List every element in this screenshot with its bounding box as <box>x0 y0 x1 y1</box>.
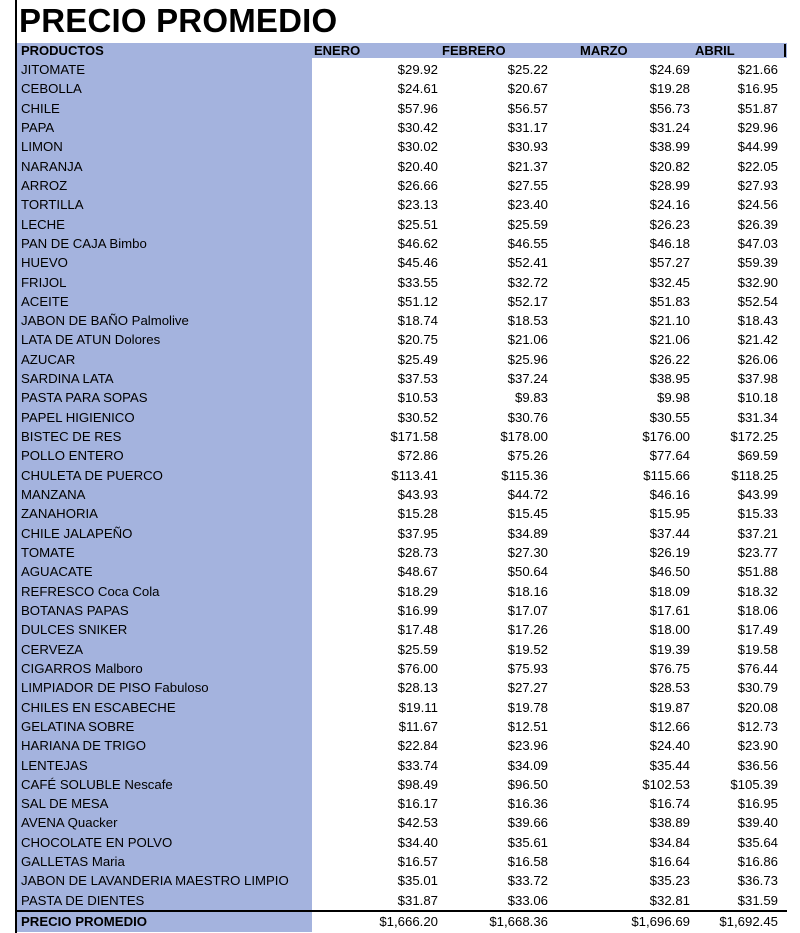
price-cell[interactable]: $10.53 <box>397 390 438 406</box>
table-row <box>0 775 800 794</box>
price-cell[interactable]: $9.83 <box>514 390 548 406</box>
table-row <box>0 852 800 871</box>
table-row <box>0 79 800 98</box>
table-row <box>0 99 800 118</box>
price-cell[interactable]: $31.34 <box>737 409 778 425</box>
price-cell[interactable]: $36.56 <box>737 757 778 773</box>
product-name[interactable]: LECHE <box>21 216 65 232</box>
price-cell[interactable]: $52.54 <box>737 293 778 309</box>
price-cell[interactable]: $37.53 <box>397 371 438 387</box>
price-cell[interactable]: $35.64 <box>737 834 778 850</box>
price-cell[interactable]: $176.00 <box>642 429 690 445</box>
table-row <box>0 756 800 775</box>
price-cell[interactable]: $37.21 <box>737 525 778 541</box>
price-cell[interactable]: $21.06 <box>649 332 690 348</box>
table-row <box>0 273 800 292</box>
table-row <box>0 871 800 890</box>
table-row <box>0 485 800 504</box>
price-cell[interactable]: $98.49 <box>397 776 438 792</box>
product-name[interactable]: HARIANA DE TRIGO <box>21 738 147 754</box>
table-row <box>0 157 800 176</box>
price-cell[interactable]: $37.98 <box>737 371 778 387</box>
price-cell[interactable]: $43.93 <box>397 487 438 503</box>
table-row <box>0 698 800 717</box>
product-name[interactable]: CERVEZA <box>21 641 84 657</box>
price-cell[interactable]: $32.90 <box>737 274 778 290</box>
price-cell[interactable]: $16.64 <box>649 854 690 870</box>
table-row <box>0 292 800 311</box>
table-row <box>0 717 800 736</box>
total-abril[interactable]: $1,692.45 <box>719 914 778 929</box>
price-cell[interactable]: $32.72 <box>507 274 548 290</box>
price-cell[interactable]: $27.30 <box>507 545 548 560</box>
table-row <box>0 659 800 678</box>
price-cell[interactable]: $35.61 <box>507 834 548 850</box>
price-cell[interactable]: $25.49 <box>397 351 438 367</box>
table-row <box>0 466 800 485</box>
price-cell[interactable]: $28.73 <box>397 545 438 560</box>
product-name[interactable]: AVENA Quacker <box>21 815 118 831</box>
price-cell[interactable]: $26.39 <box>737 216 778 232</box>
price-cell[interactable]: $23.13 <box>397 197 438 213</box>
price-cell[interactable]: $113.41 <box>391 467 438 483</box>
table-row <box>0 176 800 195</box>
price-cell[interactable]: $30.76 <box>507 409 548 425</box>
price-cell[interactable]: $30.52 <box>397 409 438 425</box>
price-cell[interactable]: $43.99 <box>737 487 778 503</box>
product-name[interactable]: LIMPIADOR DE PISO Fabuloso <box>21 680 209 696</box>
price-cell[interactable]: $19.58 <box>737 641 778 657</box>
price-cell[interactable]: $12.66 <box>649 718 690 734</box>
price-cell[interactable]: $34.84 <box>649 834 690 850</box>
price-cell[interactable]: $25.59 <box>507 216 548 232</box>
price-cell[interactable]: $25.22 <box>507 62 548 77</box>
price-cell[interactable]: $102.53 <box>642 776 690 792</box>
product-name[interactable]: ACEITE <box>21 293 69 309</box>
table-row <box>0 813 800 832</box>
product-name[interactable]: BISTEC DE RES <box>21 429 122 445</box>
price-cell[interactable]: $12.73 <box>737 718 778 734</box>
price-cell[interactable]: $27.93 <box>737 177 778 193</box>
product-name[interactable]: SARDINA LATA <box>21 371 114 387</box>
product-name[interactable]: PAPA <box>21 119 55 135</box>
price-cell[interactable]: $21.06 <box>507 332 548 348</box>
price-cell[interactable]: $15.33 <box>737 506 778 522</box>
price-cell[interactable]: $19.52 <box>507 641 548 657</box>
table-row <box>0 427 800 446</box>
table-row <box>0 891 800 910</box>
price-cell[interactable]: $34.89 <box>507 525 548 541</box>
product-name[interactable]: CIGARROS Malboro <box>21 660 143 676</box>
price-cell[interactable]: $18.32 <box>737 583 778 599</box>
product-name[interactable]: JABON DE LAVANDERIA MAESTRO LIMPIO <box>21 873 289 889</box>
price-cell[interactable]: $30.93 <box>507 139 548 155</box>
table-row <box>0 195 800 214</box>
product-name[interactable]: NARANJA <box>21 158 83 174</box>
price-cell[interactable]: $46.16 <box>649 487 690 503</box>
product-name[interactable]: LENTEJAS <box>21 757 88 773</box>
price-cell[interactable]: $32.81 <box>649 892 690 908</box>
price-cell[interactable]: $35.44 <box>649 757 690 773</box>
product-name[interactable]: PASTA DE DIENTES <box>21 892 145 908</box>
price-cell[interactable]: $15.28 <box>397 506 438 522</box>
product-name[interactable]: CHILES EN ESCABECHE <box>21 699 176 715</box>
total-label[interactable]: PRECIO PROMEDIO <box>21 914 148 929</box>
price-cell[interactable]: $26.23 <box>649 216 690 232</box>
price-cell[interactable]: $33.55 <box>397 274 438 290</box>
price-cell[interactable]: $19.28 <box>649 81 690 97</box>
price-cell[interactable]: $72.86 <box>397 448 438 464</box>
price-cell[interactable]: $16.95 <box>737 81 778 97</box>
price-cell[interactable]: $23.90 <box>737 738 778 754</box>
price-cell[interactable]: $172.25 <box>730 429 778 445</box>
product-name[interactable]: SAL DE MESA <box>21 796 109 812</box>
price-cell[interactable]: $23.40 <box>507 197 548 213</box>
price-cell[interactable]: $24.61 <box>397 81 438 97</box>
table-row <box>0 446 800 465</box>
price-cell[interactable]: $46.50 <box>649 564 690 580</box>
price-cell[interactable]: $46.18 <box>649 235 690 251</box>
price-cell[interactable]: $37.95 <box>397 525 438 541</box>
product-name[interactable]: FRIJOL <box>21 274 67 290</box>
price-cell[interactable]: $20.82 <box>649 158 690 174</box>
price-cell[interactable]: $69.59 <box>737 448 778 464</box>
price-cell[interactable]: $26.22 <box>649 351 690 367</box>
price-cell[interactable]: $31.87 <box>397 892 438 908</box>
price-cell[interactable]: $30.79 <box>737 680 778 696</box>
product-name[interactable]: CHOCOLATE EN POLVO <box>21 834 173 850</box>
price-cell[interactable]: $33.72 <box>507 873 548 889</box>
price-cell[interactable]: $38.89 <box>649 815 690 831</box>
product-name[interactable]: REFRESCO Coca Cola <box>21 583 160 599</box>
price-cell[interactable]: $24.16 <box>649 197 690 213</box>
price-cell[interactable]: $16.95 <box>737 796 778 812</box>
table-row <box>0 60 800 79</box>
price-cell[interactable]: $51.88 <box>737 564 778 580</box>
table-row <box>0 524 800 543</box>
price-cell[interactable]: $19.78 <box>507 699 548 715</box>
table-row <box>0 620 800 639</box>
product-name[interactable]: ARROZ <box>21 177 68 193</box>
price-cell[interactable]: $118.25 <box>731 467 778 483</box>
price-cell[interactable]: $44.99 <box>737 139 778 155</box>
price-cell[interactable]: $26.66 <box>397 177 438 193</box>
price-cell[interactable]: $76.44 <box>737 660 778 676</box>
price-cell[interactable]: $35.23 <box>649 873 690 889</box>
price-cell[interactable]: $11.67 <box>398 718 438 734</box>
table-row <box>0 736 800 755</box>
total-febrero[interactable]: $1,668.36 <box>489 914 548 929</box>
price-cell[interactable]: $57.27 <box>649 255 690 271</box>
price-cell[interactable]: $96.50 <box>507 776 548 792</box>
price-cell[interactable]: $18.16 <box>507 583 548 599</box>
price-cell[interactable]: $52.17 <box>507 293 548 309</box>
price-cell[interactable]: $17.49 <box>737 622 778 638</box>
price-cell[interactable]: $19.39 <box>649 641 690 657</box>
price-cell[interactable]: $20.67 <box>507 81 548 97</box>
price-cell[interactable]: $20.08 <box>737 699 778 715</box>
price-cell[interactable]: $31.24 <box>649 119 690 135</box>
price-cell[interactable]: $44.72 <box>507 487 548 503</box>
price-cell[interactable]: $31.59 <box>737 892 778 908</box>
product-name[interactable]: AGUACATE <box>21 564 93 580</box>
product-name[interactable]: CHILE JALAPEÑO <box>21 525 133 541</box>
product-name[interactable]: TORTILLA <box>21 197 84 213</box>
price-cell[interactable]: $30.02 <box>397 139 438 155</box>
product-name[interactable]: AZUCAR <box>21 351 76 367</box>
price-cell[interactable]: $105.39 <box>730 776 778 792</box>
price-cell[interactable]: $20.75 <box>397 332 438 348</box>
price-cell[interactable]: $34.09 <box>507 757 548 773</box>
product-name[interactable]: PASTA PARA SOPAS <box>21 390 148 406</box>
price-cell[interactable]: $57.96 <box>397 100 438 116</box>
price-cell[interactable]: $22.84 <box>397 738 438 754</box>
price-cell[interactable]: $15.95 <box>649 506 690 522</box>
price-cell[interactable]: $17.07 <box>507 602 548 618</box>
price-cell[interactable]: $75.26 <box>507 448 548 464</box>
price-cell[interactable]: $48.67 <box>397 564 438 580</box>
price-cell[interactable]: $38.99 <box>649 139 690 155</box>
next-column-edge <box>784 44 786 57</box>
product-name[interactable]: CAFÉ SOLUBLE Nescafe <box>21 776 173 792</box>
price-cell[interactable]: $29.92 <box>397 62 438 77</box>
price-cell[interactable]: $18.43 <box>737 313 778 329</box>
price-cell[interactable]: $32.45 <box>649 274 690 290</box>
product-name[interactable]: JABON DE BAÑO Palmolive <box>21 313 189 329</box>
price-cell[interactable]: $29.96 <box>737 119 778 135</box>
price-cell[interactable]: $45.46 <box>397 255 438 271</box>
price-cell[interactable]: $23.96 <box>507 738 548 754</box>
price-cell[interactable]: $12.51 <box>507 718 548 734</box>
header-febrero[interactable]: FEBRERO <box>442 43 506 58</box>
table-row <box>0 137 800 156</box>
price-cell[interactable]: $31.17 <box>507 119 548 135</box>
table-row <box>0 794 800 813</box>
price-cell[interactable]: $16.36 <box>507 796 548 812</box>
price-cell[interactable]: $35.01 <box>397 873 438 889</box>
price-cell[interactable]: $30.55 <box>649 409 690 425</box>
total-enero[interactable]: $1,666.20 <box>379 914 438 929</box>
product-name[interactable]: GELATINA SOBRE <box>21 718 135 734</box>
price-cell[interactable]: $17.26 <box>507 622 548 638</box>
product-name[interactable]: BOTANAS PAPAS <box>21 602 129 618</box>
price-cell[interactable]: $19.11 <box>398 699 438 715</box>
price-cell[interactable]: $24.69 <box>649 62 690 77</box>
price-cell[interactable]: $115.66 <box>643 467 690 483</box>
price-cell[interactable]: $17.61 <box>649 602 690 618</box>
product-name[interactable]: LIMON <box>21 139 63 155</box>
header-marzo[interactable]: MARZO <box>580 43 628 58</box>
price-cell[interactable]: $16.17 <box>397 796 438 812</box>
price-cell[interactable]: $56.73 <box>649 100 690 116</box>
price-cell[interactable]: $25.51 <box>397 216 438 232</box>
table-row <box>0 562 800 581</box>
price-cell[interactable]: $51.87 <box>737 100 778 116</box>
price-cell[interactable]: $18.29 <box>397 583 438 599</box>
price-cell[interactable]: $16.58 <box>507 854 548 870</box>
price-cell[interactable]: $171.58 <box>390 429 438 445</box>
table-row <box>0 118 800 137</box>
price-cell[interactable]: $37.24 <box>507 371 548 387</box>
price-cell[interactable]: $26.06 <box>737 351 778 367</box>
table-row <box>0 388 800 407</box>
price-cell[interactable]: $51.83 <box>649 293 690 309</box>
table-row <box>0 311 800 330</box>
price-cell[interactable]: $16.86 <box>737 854 778 870</box>
price-cell[interactable]: $17.48 <box>397 622 438 638</box>
price-cell[interactable]: $50.64 <box>507 564 548 580</box>
price-cell[interactable]: $27.55 <box>507 177 548 193</box>
price-cell[interactable]: $9.98 <box>656 390 690 406</box>
table-row <box>0 601 800 620</box>
table-row <box>0 253 800 272</box>
price-cell[interactable]: $52.41 <box>507 255 548 271</box>
price-cell[interactable]: $34.40 <box>397 834 438 850</box>
price-cell[interactable]: $36.73 <box>737 873 778 889</box>
price-cell[interactable]: $21.66 <box>737 62 778 77</box>
table-row <box>0 833 800 852</box>
price-cell[interactable]: $28.13 <box>397 680 438 696</box>
price-cell[interactable]: $42.53 <box>397 815 438 831</box>
table-row <box>0 369 800 388</box>
price-cell[interactable]: $25.59 <box>397 641 438 657</box>
price-cell[interactable]: $178.00 <box>500 429 548 445</box>
price-cell[interactable]: $21.42 <box>737 332 778 348</box>
product-name[interactable]: POLLO ENTERO <box>21 448 124 464</box>
price-cell[interactable]: $18.53 <box>507 313 548 329</box>
table-row <box>0 582 800 601</box>
total-marzo[interactable]: $1,696.69 <box>631 914 690 929</box>
price-cell[interactable]: $10.18 <box>737 390 778 406</box>
product-name[interactable]: CEBOLLA <box>21 81 82 97</box>
price-cell[interactable]: $20.40 <box>397 158 438 174</box>
product-name[interactable]: TOMATE <box>21 545 75 560</box>
price-cell[interactable]: $18.06 <box>737 602 778 618</box>
product-name[interactable]: LATA DE ATUN Dolores <box>21 332 161 348</box>
product-name[interactable]: GALLETAS Maria <box>21 854 125 870</box>
price-cell[interactable]: $76.75 <box>649 660 690 676</box>
price-cell[interactable]: $24.40 <box>649 738 690 754</box>
product-name[interactable]: PAN DE CAJA Bimbo <box>21 235 147 251</box>
price-cell[interactable]: $15.45 <box>507 506 548 522</box>
table-row <box>0 408 800 427</box>
price-cell[interactable]: $46.55 <box>507 235 548 251</box>
header-enero[interactable]: ENERO <box>314 43 361 58</box>
product-name[interactable]: JITOMATE <box>21 62 85 77</box>
table-row <box>0 543 800 562</box>
price-cell[interactable]: $18.09 <box>649 583 690 599</box>
price-cell[interactable]: $59.39 <box>737 255 778 271</box>
price-cell[interactable]: $18.74 <box>397 313 438 329</box>
price-cell[interactable]: $24.56 <box>737 197 778 213</box>
price-cell[interactable]: $75.93 <box>507 660 548 676</box>
price-cell[interactable]: $22.05 <box>737 158 778 174</box>
product-name[interactable]: ZANAHORIA <box>21 506 98 522</box>
header-productos[interactable]: PRODUCTOS <box>21 43 104 58</box>
product-name[interactable]: PAPEL HIGIENICO <box>21 409 135 425</box>
product-name[interactable]: HUEVO <box>21 255 68 271</box>
price-cell[interactable]: $37.44 <box>649 525 690 541</box>
price-cell[interactable]: $76.00 <box>397 660 438 676</box>
price-cell[interactable]: $19.87 <box>649 699 690 715</box>
table-row <box>0 234 800 253</box>
price-cell[interactable]: $30.42 <box>397 119 438 135</box>
price-cell[interactable]: $33.06 <box>507 892 548 908</box>
price-cell[interactable]: $18.00 <box>649 622 690 638</box>
price-cell[interactable]: $16.57 <box>397 854 438 870</box>
price-cell[interactable]: $27.27 <box>507 680 548 696</box>
price-cell[interactable]: $21.10 <box>649 313 690 329</box>
price-cell[interactable]: $39.40 <box>737 815 778 831</box>
price-cell[interactable]: $115.36 <box>501 467 548 483</box>
page-title: PRECIO PROMEDIO <box>19 2 338 39</box>
price-cell[interactable]: $77.64 <box>649 448 690 464</box>
price-cell[interactable]: $39.66 <box>507 815 548 831</box>
table-row <box>0 215 800 234</box>
table-row <box>0 678 800 697</box>
product-name[interactable]: DULCES SNIKER <box>21 622 128 638</box>
header-abril[interactable]: ABRIL <box>695 43 735 58</box>
table-row <box>0 640 800 659</box>
table-row <box>0 330 800 349</box>
header-row <box>17 43 787 58</box>
price-cell[interactable]: $56.57 <box>507 100 548 116</box>
table-row <box>0 504 800 523</box>
price-cell[interactable]: $28.53 <box>649 680 690 696</box>
table-row <box>0 350 800 369</box>
price-cell[interactable]: $51.12 <box>397 293 438 309</box>
product-name[interactable]: MANZANA <box>21 487 86 503</box>
price-cell[interactable]: $16.74 <box>649 796 690 812</box>
price-cell[interactable]: $47.03 <box>737 235 778 251</box>
price-cell[interactable]: $21.37 <box>507 158 548 174</box>
price-cell[interactable]: $28.99 <box>649 177 690 193</box>
product-name[interactable]: CHULETA DE PUERCO <box>21 467 163 483</box>
price-cell[interactable]: $16.99 <box>397 602 438 618</box>
price-cell[interactable]: $26.19 <box>649 545 690 560</box>
price-cell[interactable]: $46.62 <box>397 235 438 251</box>
price-cell[interactable]: $38.95 <box>649 371 690 387</box>
product-name[interactable]: CHILE <box>21 100 60 116</box>
price-cell[interactable]: $33.74 <box>397 757 438 773</box>
price-cell[interactable]: $25.96 <box>507 351 548 367</box>
price-cell[interactable]: $23.77 <box>737 545 778 560</box>
